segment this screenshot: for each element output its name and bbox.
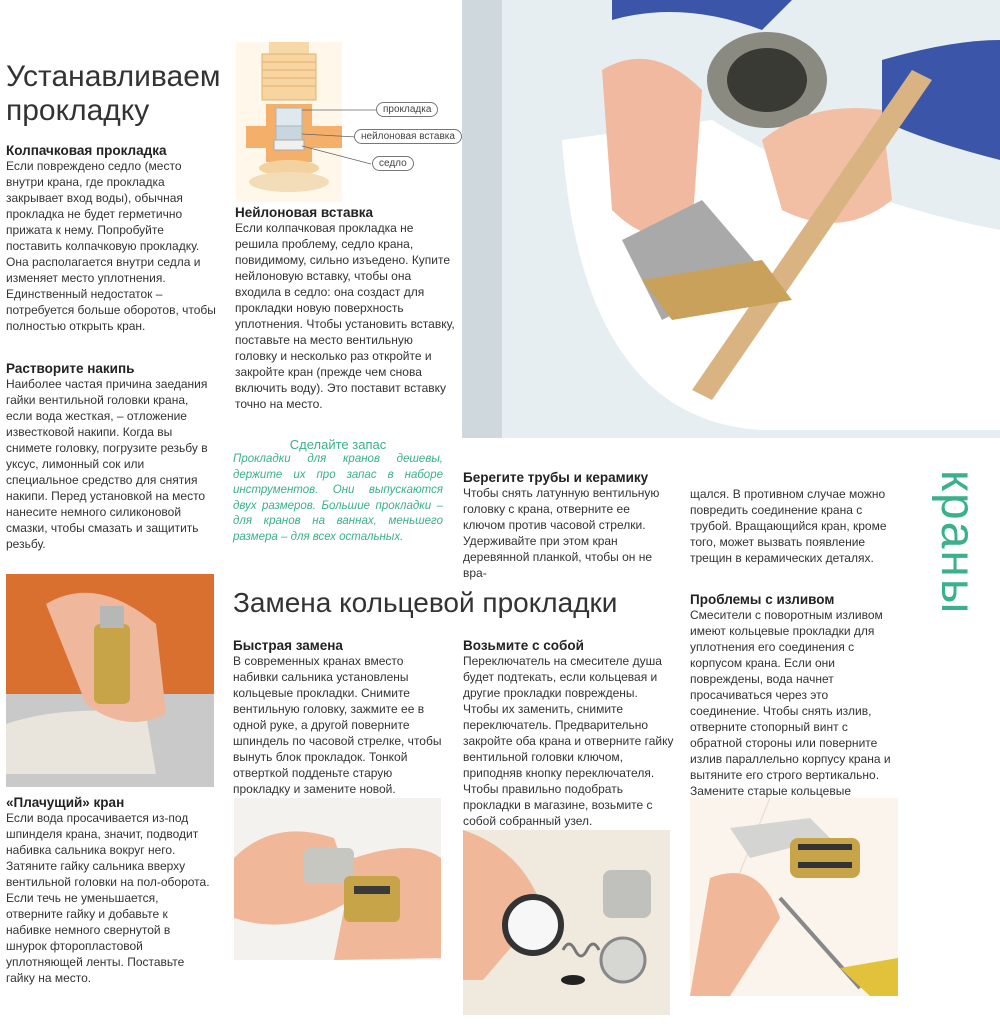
protect-heading: Берегите трубы и керамику [463, 470, 649, 485]
spout-text: Смесители с поворотным изливом имеют кольцевые прокладки для уплотнения его соединения с корпусом крана. Если они повреждены, вода начнет просачиваться через это соединение. Чтобы снять излив, отверните стопорный винт с обратной стороны или поверните излив параллельно корпусу крана и вытяните его строго вертикально. Замените старые кольцевые [690, 608, 891, 798]
take-block [463, 638, 675, 829]
label-gasket: прокладка [376, 102, 438, 117]
cap-gasket-block [6, 143, 216, 334]
weeping-text: Если вода просачивается из-под шпинделя крана, значит, подводит набивка сальника вокруг него. Затяните гайку сальника вверху вентильной головки на пол-оборота. Если течь не уменьшается, отверните гайку и добавьте к набивке немного свернутой в шнурок фторопластовой уплотняющей ленты. Поставьте гайку на место. [6, 811, 210, 985]
nylon-heading: Нейлоновая вставка [235, 205, 374, 220]
section-title-oring: Замена кольцевой прокладки [233, 587, 618, 618]
quick-heading: Быстрая замена [233, 638, 343, 653]
nylon-block [235, 205, 457, 412]
spout-block [690, 592, 900, 815]
shower-diverter-photo [463, 830, 670, 1015]
quick-block [233, 638, 443, 797]
cap-gasket-heading: Колпачковая прокладка [6, 143, 167, 158]
tip-box [233, 437, 443, 545]
spout-heading: Проблемы с изливом [690, 592, 835, 607]
descale-block [6, 361, 216, 552]
descale-text: Наиболее частая причина заедания гайки вентильной головки крана, если вода жесткая, – отложение известковой накипи. Когда вы снимете головку, погрузите резьбу в уксус, лимонный сок или специальное средство для снятия накипи. Перед установкой на место нанесите немного силиконовой смазки, чтобы смазать и защитить резьбу. [6, 377, 208, 551]
protect-block-col2 [690, 486, 900, 566]
weeping-tap-photo [6, 574, 214, 787]
spout-photo [690, 798, 898, 996]
cap-gasket-text: Если повреждено седло (место внутри крана, где прокладка закрывает вход воды), обычная прокладка не будет герметично прижата к нему. Попробуйте поставить колпачковую прокладку. Она располагается внутри седла и изменяет место уплотнения. Единственный недостаток – потребуется больше оборотов, чтобы полностью открыть кран. [6, 159, 216, 333]
sink-photo [462, 0, 1000, 438]
tip-text: Прокладки для кранов дешевы, держите их про запас в наборе инструментов. Они выпускаются двух размеров. Большие прокладки – для кранов на ваннах, меньшего размера – для всех остальных. [233, 453, 443, 543]
quick-text: В современных кранах вместо набивки сальника установлены кольцевые прокладки. Снимите вентильную головку, зажмите ее в одной руке, а другой поверните шпиндель по часовой стрелке, чтобы вынуть блок прокладок. Тонкой отверткой подденьте старую прокладку и замените новой. [233, 654, 442, 796]
take-heading: Возьмите с собой [463, 638, 584, 653]
protect-block [463, 470, 673, 581]
take-text: Переключатель на смесителе душа будет подтекать, если кольцевая и другие прокладки повреждены. Чтобы их заменить, снимите переключатель. Предварительно закройте оба крана и отверните гайку вентильной головки ключом, приподняв кнопку переключателя. Чтобы правильно подобрать прокладки в магазине, возьмите с собой собранный узел. [463, 654, 674, 828]
nylon-text: Если колпачковая прокладка не решила проблему, седло крана, повидимому, сильно изъедено. Купите нейлоновую вставку, чтобы она входила в седло: она создаст для прокладки новую поверхность уплотнения. Чтобы установить вставку, поставьте на место вентильную головку и несколько раз откройте и закройте кран (прежде чем снова включить воду). Это поставит вставку точно на место. [235, 221, 455, 411]
tip-title: Сделайте запас [289, 437, 387, 452]
protect-text-col2: щался. В противном случае можно повредить соединение крана с трубой. Вращающийся кран, кроме того, может вызвать появление трещин в керамических деталях. [690, 487, 887, 565]
weeping-block [6, 795, 214, 986]
protect-text-col1: Чтобы снять латунную вентильную головку с крана, отверните ее ключом против часовой стрелки. Удерживайте при этом кран деревянной планкой, чтобы он не вра- [463, 486, 660, 580]
label-nylon-insert: нейлоновая вставка [354, 129, 462, 144]
quick-replace-photo [234, 798, 441, 960]
descale-heading: Растворите накипь [6, 361, 135, 376]
label-seat: седло [372, 156, 414, 171]
side-label-taps: краны [931, 470, 984, 616]
gasket-diagram [236, 42, 462, 202]
section-title-install: Устанавливаем прокладку [6, 60, 221, 127]
weeping-heading: «Плачущий» кран [6, 795, 125, 810]
